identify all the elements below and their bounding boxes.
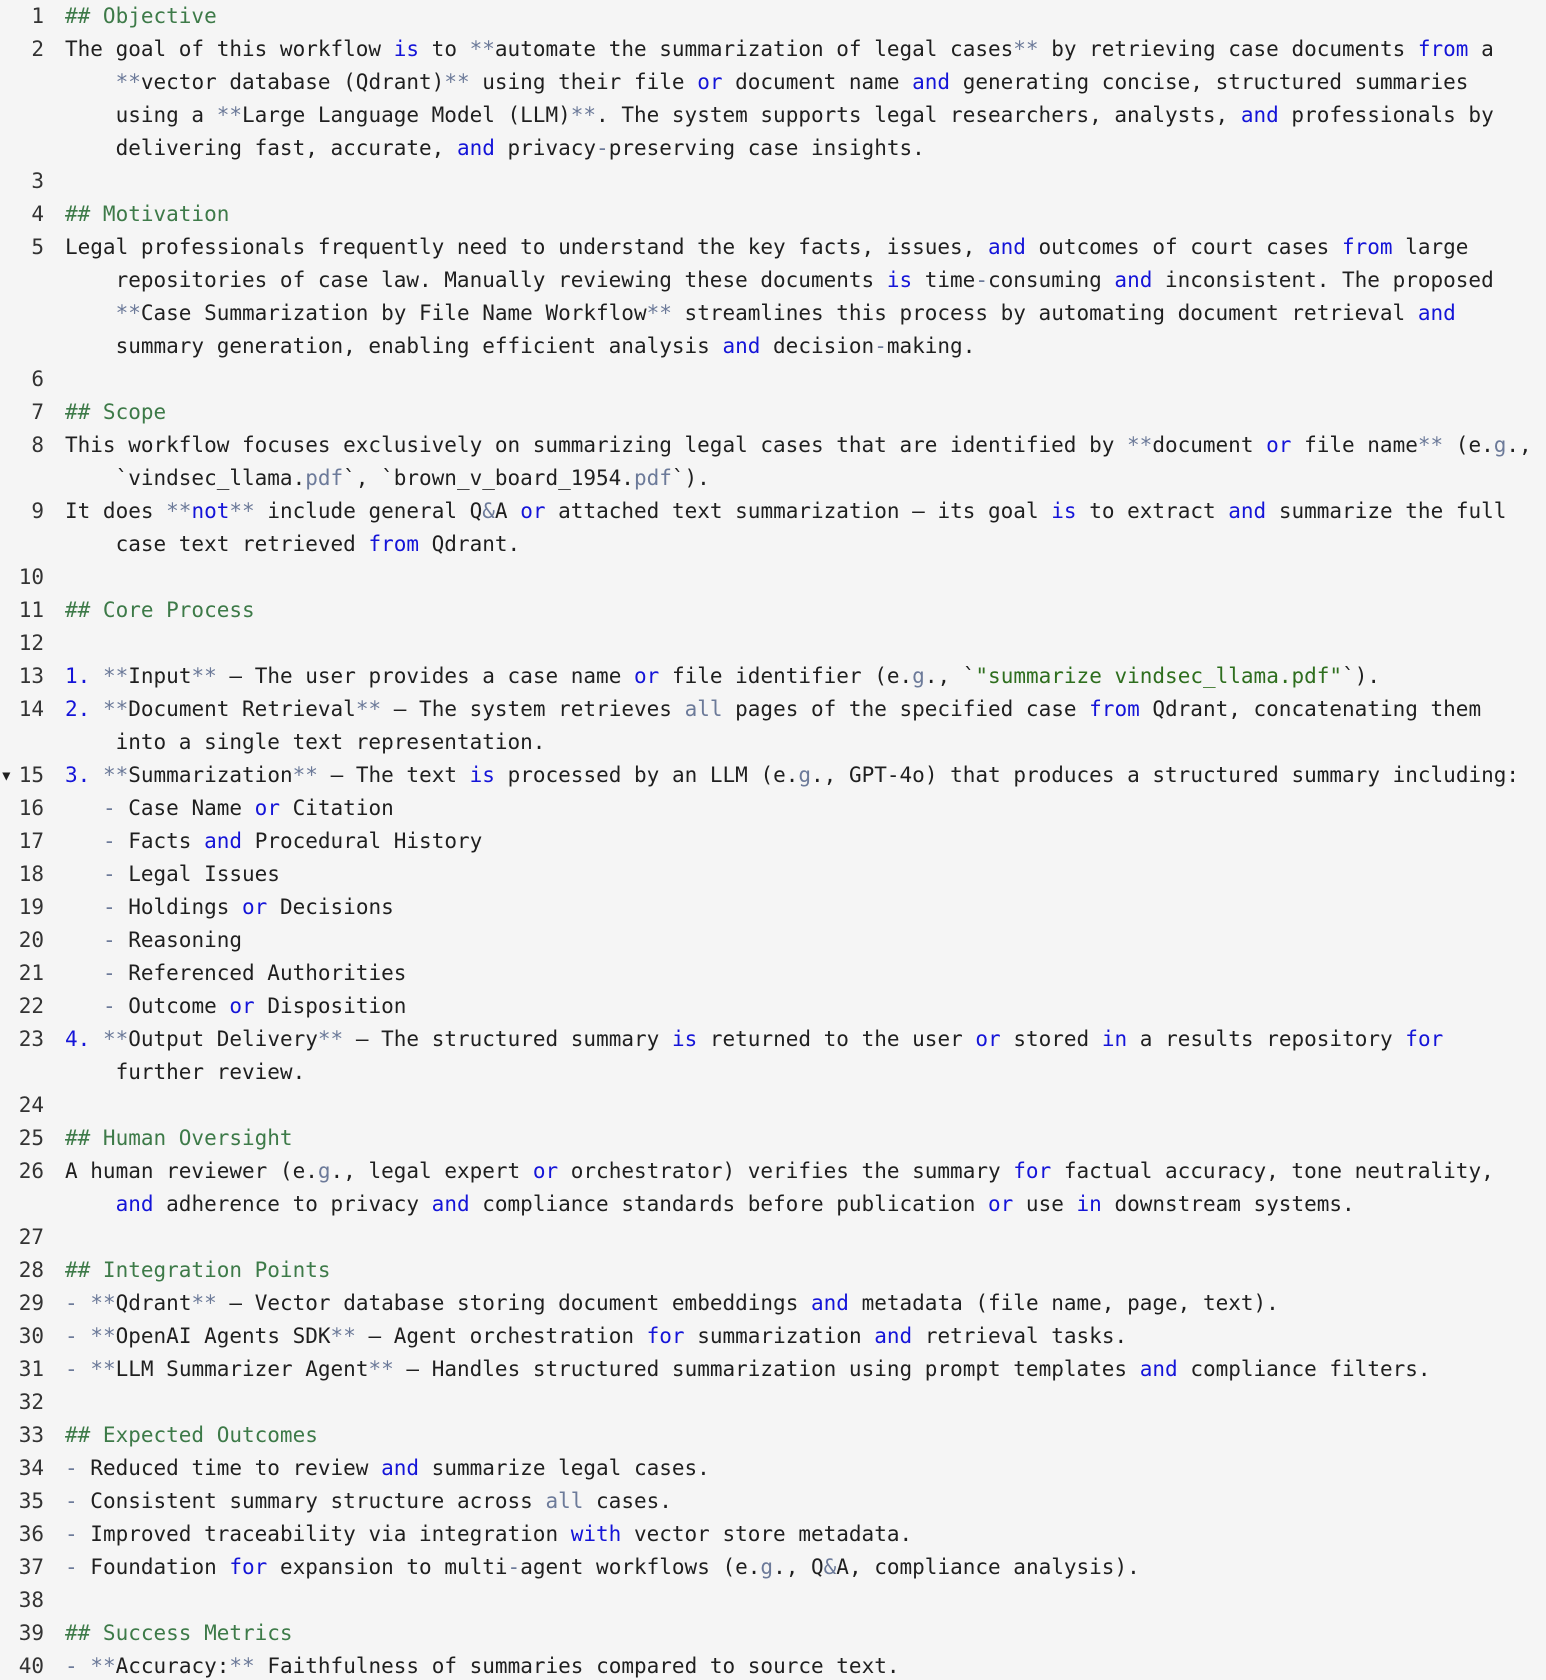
line-number: 33 [18, 1423, 44, 1447]
line-number: 3 [31, 169, 44, 193]
line-text: ## Integration Points [65, 1258, 331, 1282]
editor-line[interactable] [0, 858, 1546, 891]
editor-line[interactable] [0, 1419, 1546, 1452]
editor-line[interactable] [0, 1089, 1546, 1122]
line-text: ## Motivation [65, 202, 230, 226]
editor-line[interactable] [0, 759, 1546, 792]
line-text: ## Success Metrics [65, 1621, 293, 1645]
editor-line[interactable] [0, 1122, 1546, 1155]
line-number [0, 66, 50, 99]
editor-line[interactable] [0, 297, 1546, 330]
line-text: - Outcome or Disposition [102, 994, 407, 1018]
line-text: A human reviewer (e.g., legal expert or orchestrator) verifies the summary for factual accuracy, tone neutrality, [65, 1159, 1494, 1183]
line-text: It does **not** include general Q&A or attached text summarization — its goal is to extract and summarize the full [65, 499, 1507, 523]
line-number [0, 1056, 50, 1089]
fold-arrow-down-icon[interactable]: ▾ [0, 763, 13, 787]
line-text: into a single text representation. [65, 730, 546, 754]
editor-line[interactable] [0, 132, 1546, 165]
line-number: 21 [18, 961, 44, 985]
line-number: 40 [18, 1654, 44, 1678]
line-number: 7 [31, 400, 44, 424]
line-number: 9 [31, 499, 44, 523]
line-text: 1. **Input** – The user provides a case name or file identifier (e.g., `"summarize vindsec_llama.pdf"`). [65, 664, 1380, 688]
line-text: - Facts and Procedural History [102, 829, 483, 853]
line-text: - Improved traceability via integration with vector store metadata. [65, 1522, 913, 1546]
editor-line[interactable] [0, 1650, 1546, 1680]
line-text: further review. [65, 1060, 306, 1084]
line-text: - Holdings or Decisions [102, 895, 394, 919]
line-number: 10 [18, 565, 44, 589]
editor-line[interactable] [0, 1386, 1546, 1419]
line-number [0, 264, 50, 297]
editor-line[interactable] [0, 990, 1546, 1023]
editor-line[interactable] [0, 264, 1546, 297]
editor-line[interactable] [0, 594, 1546, 627]
editor-line[interactable] [0, 495, 1546, 528]
line-number: 32 [18, 1390, 44, 1414]
line-text: - **Accuracy:** Faithfulness of summaries compared to source text. [65, 1654, 900, 1678]
editor-line[interactable] [0, 1056, 1546, 1089]
line-text: using a **Large Language Model (LLM)**. The system supports legal researchers, analysts, and professionals by [65, 103, 1494, 127]
line-text: - **LLM Summarizer Agent** – Handles structured summarization using prompt templates and compliance filters. [65, 1357, 1431, 1381]
editor-line[interactable] [0, 165, 1546, 198]
line-number: 38 [18, 1588, 44, 1612]
line-number: 26 [18, 1159, 44, 1183]
editor-line[interactable] [0, 561, 1546, 594]
line-text: delivering fast, accurate, and privacy-preserving case insights. [65, 136, 925, 160]
line-number: 14 [18, 697, 44, 721]
editor-line[interactable] [0, 924, 1546, 957]
line-text: - **Qdrant** – Vector database storing document embeddings and metadata (file name, page, text). [65, 1291, 1279, 1315]
editor-line[interactable] [0, 825, 1546, 858]
editor-line[interactable] [0, 1617, 1546, 1650]
editor-line[interactable] [0, 33, 1546, 66]
line-number: 31 [18, 1357, 44, 1381]
editor-line[interactable] [0, 1188, 1546, 1221]
editor-line[interactable] [0, 891, 1546, 924]
line-text: 3. **Summarization** – The text is processed by an LLM (e.g., GPT-4o) that produces a structured summary including: [65, 763, 1520, 787]
line-number: 2 [31, 37, 44, 61]
editor-line[interactable] [0, 1518, 1546, 1551]
editor-line[interactable] [0, 1320, 1546, 1353]
line-text: **vector database (Qdrant)** using their file or document name and generating concise, structured summaries [115, 70, 1469, 94]
line-text: - Case Name or Citation [102, 796, 394, 820]
editor-line[interactable] [0, 1353, 1546, 1386]
line-text: 4. **Output Delivery** – The structured summary is returned to the user or stored in a results repository for [65, 1027, 1444, 1051]
line-number: 20 [18, 928, 44, 952]
editor-line[interactable] [0, 1023, 1546, 1056]
line-text: case text retrieved from Qdrant. [65, 532, 521, 556]
line-number: 23 [18, 1027, 44, 1051]
line-text: - Consistent summary structure across all cases. [65, 1489, 672, 1513]
line-number: 28 [18, 1258, 44, 1282]
line-number: 15 [18, 763, 44, 787]
line-text: 2. **Document Retrieval** – The system retrieves all pages of the specified case from Qdrant, concatenating them [65, 697, 1482, 721]
editor-line[interactable] [0, 330, 1546, 363]
line-number: 36 [18, 1522, 44, 1546]
line-number: 12 [18, 631, 44, 655]
line-text: - Reduced time to review and summarize legal cases. [65, 1456, 710, 1480]
line-text: - Reasoning [102, 928, 243, 952]
line-text: Legal professionals frequently need to understand the key facts, issues, and outcomes of court cases from large [65, 235, 1469, 259]
line-text: summary generation, enabling efficient analysis and decision-making. [65, 334, 976, 358]
line-number: 35 [18, 1489, 44, 1513]
line-text: - **OpenAI Agents SDK** – Agent orchestration for summarization and retrieval tasks. [65, 1324, 1128, 1348]
editor-line[interactable] [0, 1584, 1546, 1617]
line-text: This workflow focuses exclusively on summarizing legal cases that are identified by **document or file name** (e.g., [65, 433, 1532, 457]
editor-line[interactable] [0, 231, 1546, 264]
editor-line[interactable] [0, 1287, 1546, 1320]
line-number: 34 [18, 1456, 44, 1480]
line-number: 19 [18, 895, 44, 919]
editor-line[interactable] [0, 528, 1546, 561]
line-number: 29 [18, 1291, 44, 1315]
line-text: and adherence to privacy and compliance standards before publication or use in downstream systems. [115, 1192, 1355, 1216]
editor-line[interactable] [0, 1155, 1546, 1188]
editor-line[interactable] [0, 660, 1546, 693]
line-number: 4 [31, 202, 44, 226]
editor-line[interactable] [0, 99, 1546, 132]
line-number: 5 [31, 235, 44, 259]
line-number [0, 462, 50, 495]
editor-line[interactable] [0, 0, 1546, 33]
line-number: 27 [18, 1225, 44, 1249]
line-number: 25 [18, 1126, 44, 1150]
line-number [0, 528, 50, 561]
line-number: 1 [31, 4, 44, 28]
line-number: 24 [18, 1093, 44, 1117]
editor-line[interactable] [0, 957, 1546, 990]
line-number: 39 [18, 1621, 44, 1645]
line-number [0, 1188, 50, 1221]
editor-line[interactable] [0, 1254, 1546, 1287]
line-number [0, 330, 50, 363]
editor-line[interactable] [0, 396, 1546, 429]
line-number: 37 [18, 1555, 44, 1579]
editor-line[interactable] [0, 1551, 1546, 1584]
line-text: - Legal Issues [102, 862, 280, 886]
editor-line[interactable] [0, 1452, 1546, 1485]
line-text: repositories of case law. Manually reviewing these documents is time-consuming and inconsistent. The proposed [65, 268, 1494, 292]
editor-line[interactable] [0, 1221, 1546, 1254]
editor-line[interactable] [0, 363, 1546, 396]
line-number: 16 [18, 796, 44, 820]
editor-line[interactable] [0, 198, 1546, 231]
line-number [0, 99, 50, 132]
line-number: 8 [31, 433, 44, 457]
editor-line[interactable] [0, 792, 1546, 825]
editor-line[interactable] [0, 462, 1546, 495]
line-number [0, 726, 50, 759]
line-number: 6 [31, 367, 44, 391]
line-text: The goal of this workflow is to **automate the summarization of legal cases** by retrieving case documents from a [65, 37, 1494, 61]
line-text: **Case Summarization by File Name Workflow** streamlines this process by automating document retrieval and [115, 301, 1456, 325]
line-text: `vindsec_llama.pdf`, `brown_v_board_1954.pdf`). [65, 466, 710, 490]
line-text: ## Objective [65, 4, 217, 28]
line-number: 18 [18, 862, 44, 886]
line-text: - Referenced Authorities [102, 961, 407, 985]
line-text: ## Scope [65, 400, 167, 424]
line-number [0, 132, 50, 165]
editor-line[interactable] [0, 1485, 1546, 1518]
line-number [0, 297, 50, 330]
editor-line[interactable] [0, 627, 1546, 660]
line-number: 17 [18, 829, 44, 853]
line-text: ## Human Oversight [65, 1126, 293, 1150]
editor-line[interactable] [0, 693, 1546, 726]
line-number: 22 [18, 994, 44, 1018]
line-number: 13 [18, 664, 44, 688]
editor-line[interactable] [0, 429, 1546, 462]
editor-line[interactable] [0, 726, 1546, 759]
line-text: - Foundation for expansion to multi-agent workflows (e.g., Q&A, compliance analysis). [65, 1555, 1140, 1579]
editor-line[interactable] [0, 66, 1546, 99]
line-text: ## Core Process [65, 598, 255, 622]
line-number: 11 [18, 598, 44, 622]
line-text: ## Expected Outcomes [65, 1423, 318, 1447]
line-number: 30 [18, 1324, 44, 1348]
